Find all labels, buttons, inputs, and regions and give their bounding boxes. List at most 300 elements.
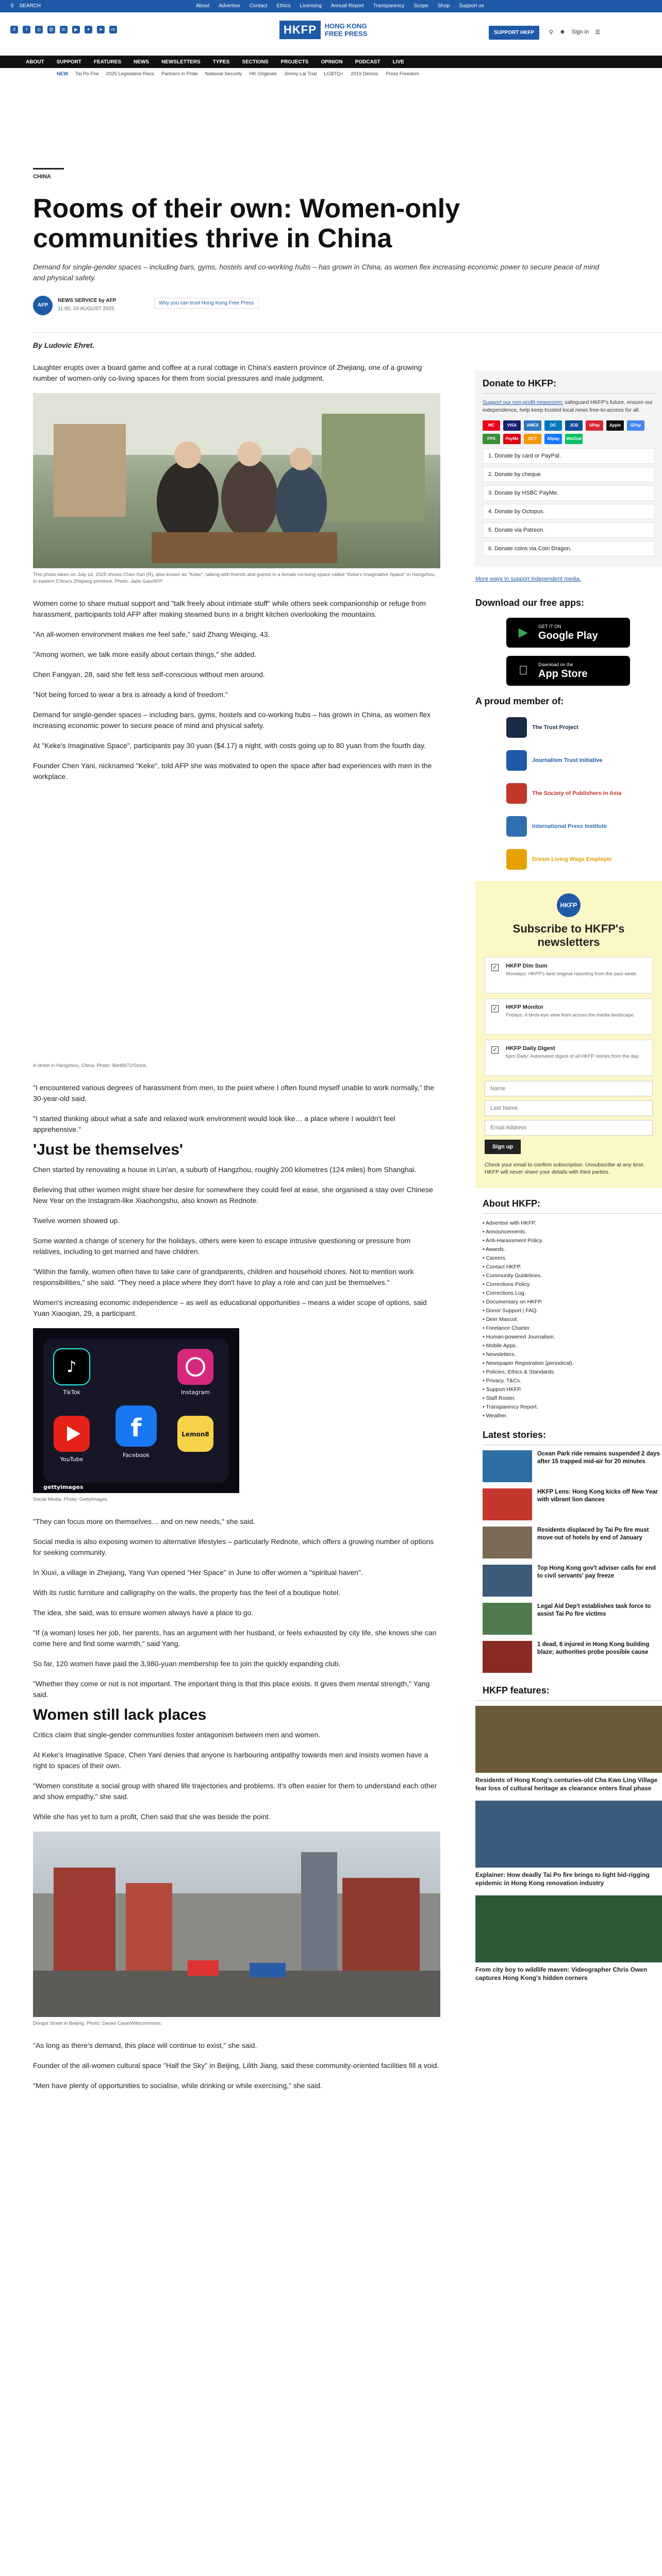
about-widget (475, 1198, 662, 1420)
paragraph: "Men have plenty of opportunities to socialise, while drinking or while exercising," she said. (33, 2081, 322, 2090)
member-logo[interactable] (506, 782, 662, 805)
about-link[interactable] (483, 1298, 662, 1307)
linkedin-icon[interactable]: in (60, 26, 68, 33)
paragraph: "If (a woman) loses her job, her parents, has an argument with her husband, or feels exhausted by city life, she knows she can come here and find some warmth," said Yang. (33, 1629, 437, 1648)
feature-story[interactable] (475, 1801, 662, 1887)
newsletter-option[interactable] (485, 957, 653, 993)
about-link-text[interactable]: Anti-Harassment Policy. (486, 1238, 543, 1244)
latest-headline[interactable]: HKFP Lens: Hong Kong kicks off New Year with vibrant lion dances (537, 1489, 658, 1503)
photo-caption: This photo taken on July 14, 2025 shows Chen Xan (R), also known as "Keke", talking with friends and guests in a female co-living space called "Keke's Imaginative Space" in Hangzhou, in eastern China's Zhejiang province. Photo: Jade Gao/AFP. (33, 572, 436, 584)
about-link[interactable] (483, 1368, 662, 1377)
latest-headline[interactable]: Ocean Park ride remains suspended 2 days after 15 trapped mid-air for 20 minutes (537, 1451, 660, 1465)
paragraph: In Xiuxi, a village in Zhejiang, Yang Yun opened "Her Space" in June to offer women a "spiritual haven". (33, 1568, 363, 1577)
bullet-icon: • (483, 1264, 486, 1270)
paragraph: The idea, she said, was to ensure women always have a place to go. (33, 1608, 254, 1617)
article-kicker[interactable]: CHINA (33, 168, 64, 180)
about-link-text[interactable]: Awards. (486, 1246, 505, 1252)
paragraph: So far, 120 women have paid the 3,980-yuan membership fee to join the quickly expanding club. (33, 1659, 341, 1668)
paragraph: With its rustic furniture and calligraphy on the walls, the property has the feel of a boutique hotel. (33, 1588, 341, 1597)
search-icon[interactable]: ⚲ (549, 29, 554, 36)
newsletter-logo: HKFP (557, 893, 581, 917)
donate-intro-link[interactable]: Support our non-profit newsroom: (483, 399, 564, 405)
paragraph: Some wanted a change of scenery for the holidays, others were keen to escape intrusive questioning or pressure from relatives, including to get married and have children. (33, 1236, 411, 1256)
photo-hangzhou-street (33, 791, 440, 1059)
app-label-instagram: Instagram (181, 1389, 210, 1396)
telegram-icon[interactable]: ➤ (97, 26, 105, 33)
latest-story[interactable] (483, 1641, 662, 1673)
apps-title: Download our free apps: (475, 598, 585, 608)
about-link-text[interactable]: Careers. (486, 1255, 507, 1261)
app-store-small: Download on the (538, 662, 573, 667)
nav-item-podcast[interactable]: PODCAST (355, 59, 380, 65)
member-icon (506, 783, 527, 804)
photo-caption: A street in Hangzhou, China. Photo: Bert8472/Stock. (33, 1063, 147, 1069)
google-play-small: GET IT ON (538, 624, 561, 629)
bullet-icon: • (483, 1316, 486, 1323)
paragraph: Laughter erupts over a board game and coffee at a rural cottage in China's eastern province of Zhejiang, one of a growing number of women-only co-living spaces for them from social pressures and male judgment. (33, 363, 422, 382)
top-link-advertise[interactable]: Advertise (219, 3, 240, 9)
instagram-icon[interactable]: ◎ (35, 26, 43, 33)
article-title: Rooms of their own: Women-only communities thrive in China (33, 194, 460, 253)
quote: "I encountered various degrees of harassment from men, to the point where I often found myself unable to work normally," the 30-year-old said. (33, 1083, 434, 1103)
latest-story[interactable] (483, 1565, 662, 1597)
photo-caption: Social Media. Photo: GettyImages. (33, 1497, 109, 1502)
about-link-text[interactable]: Newspaper Registration (periodical). (486, 1360, 574, 1366)
main-nav-items (26, 59, 404, 65)
nav-item-news[interactable]: NEWS (134, 59, 150, 65)
logo-box: HKFP (279, 21, 321, 39)
member-icon (506, 849, 527, 870)
nav-item-support[interactable]: SUPPORT (56, 59, 81, 65)
paragraph: "An all-women environment makes me feel safe," said Zhang Weiqing, 43. (33, 630, 270, 638)
nav-item-projects[interactable]: PROJECTS (280, 59, 309, 65)
about-link-text[interactable]: Announcements. (486, 1229, 526, 1235)
payment-icon: VISA (503, 420, 521, 431)
mastodon-icon[interactable]: m (109, 26, 117, 33)
svg-text:f: f (130, 1414, 142, 1443)
member-name: The Trust Project (532, 724, 578, 731)
latest-headline[interactable]: Legal Aid Dep't establishes task force to assist Tai Po fire victims (537, 1603, 651, 1617)
top-search[interactable] (10, 3, 41, 9)
photo-scene (33, 393, 440, 568)
about-link-text[interactable]: Human-powered Journalism. (486, 1334, 555, 1340)
section-heading: Women still lack places (33, 1706, 207, 1723)
about-link[interactable] (483, 1289, 662, 1298)
app-label-youtube: YouTube (60, 1456, 84, 1463)
about-link-text[interactable]: Documentary on HKFP. (486, 1299, 543, 1305)
feature-story[interactable] (475, 1706, 662, 1792)
payment-icon: WeChat (565, 434, 583, 444)
member-logo[interactable] (506, 815, 662, 838)
latest-headline[interactable]: Residents displaced by Tai Po fire must move out of hotels by end of January (537, 1527, 649, 1541)
about-link-text[interactable]: Freelance Charter. (486, 1325, 531, 1331)
photo-caption: Dongsi Street in Beijing. Photo: Daniel Case/Wikicommons. (33, 2021, 162, 2026)
photo-beijing-street (33, 1832, 440, 2017)
member-logo[interactable] (506, 848, 662, 871)
last-name-input[interactable] (485, 1100, 653, 1116)
photo-women-cottage (33, 393, 440, 568)
checkbox[interactable]: ✓ (491, 964, 499, 971)
about-link-text[interactable]: Donor Support | FAQ. (486, 1308, 538, 1314)
about-link[interactable] (483, 1333, 662, 1342)
bluesky-icon[interactable]: ✦ (85, 26, 92, 33)
latest-thumb[interactable] (483, 1527, 532, 1558)
app-store-button[interactable] (506, 656, 630, 686)
donate-option[interactable]: 3. Donate by HSBC PayMe. (483, 485, 655, 501)
payment-icon: DC (544, 420, 562, 431)
paragraph: Believing that other women might share her desire for somewhere they could feel at ease, she organised a stay over Chinese New Year on the Instagram-like Xiaohongshu, also known as Rednote. (33, 1185, 433, 1205)
newsletter-desc: Fridays: A birds-eye view from across the media landscape. (506, 1012, 635, 1018)
newsletter-title: Subscribe to HKFP's newsletters (512, 922, 625, 948)
threads-icon[interactable]: @ (47, 26, 55, 33)
top-link-contact[interactable]: Contact (249, 3, 268, 9)
about-link[interactable] (483, 1342, 662, 1350)
youtube-icon[interactable]: ▶ (72, 26, 80, 33)
nav-item-features[interactable]: FEATURES (93, 59, 122, 65)
article-author: By Ludovic Ehret. (33, 341, 95, 349)
support-hkfp-button[interactable]: SUPPORT HKFP (489, 26, 539, 40)
nav-item-types[interactable]: TYPES (212, 59, 230, 65)
sidebar (475, 371, 662, 1990)
paragraph: Women come to share mutual support and "talk freely about intimate stuff" while others seek companionship or refuge from harassment, participants told AFP after making steamed buns in a bright kitchen overlooking the mountains. (33, 599, 426, 618)
member-title: A proud member of: (475, 696, 564, 706)
trending-link[interactable]: 2019 Demos (351, 71, 378, 77)
top-links (196, 3, 484, 9)
bullet-icon: • (483, 1378, 486, 1384)
app-label-tiktok: TikTok (63, 1389, 80, 1396)
feature-image[interactable] (475, 1895, 662, 1962)
app-label-facebook: Facebook (123, 1452, 150, 1459)
latest-title: Latest stories: (483, 1430, 662, 1445)
header-actions (549, 29, 600, 36)
signin-link[interactable]: Sign in (571, 29, 589, 35)
byline-source[interactable]: NEWS SERVICE by AFP (58, 298, 117, 303)
search-label[interactable]: SEARCH (19, 3, 41, 9)
bullet-icon: • (483, 1255, 486, 1261)
main-nav (0, 56, 662, 68)
donate-option[interactable]: 4. Donate by Octopus. (483, 504, 655, 519)
member-icon (506, 816, 527, 837)
donate-options (483, 448, 655, 556)
about-link[interactable] (483, 1359, 662, 1368)
bullet-icon: • (483, 1404, 486, 1410)
payment-icon: FPS (483, 434, 500, 444)
trending-new-label: NEW (57, 71, 69, 77)
byline-date: 11:00, 24 AUGUST 2025 (58, 306, 114, 312)
newsletter-name: HKFP Dim Sum (506, 963, 548, 969)
newsletter-name: HKFP Monitor (506, 1004, 544, 1010)
trending-items (57, 71, 419, 77)
twitter-icon[interactable]: X (10, 26, 18, 33)
payment-methods (483, 420, 655, 444)
about-link-text[interactable]: Transparency Report. (486, 1404, 538, 1410)
features-list (475, 1706, 662, 1982)
bullet-icon: • (483, 1308, 486, 1314)
bullet-icon: • (483, 1325, 486, 1331)
about-link[interactable] (483, 1245, 662, 1254)
bullet-icon: • (483, 1273, 486, 1279)
newsletter-desc: 6pm Daily: Automated digest of all HKFP stories from the day. (506, 1054, 640, 1059)
about-link[interactable] (483, 1219, 662, 1228)
bullet-icon: • (483, 1290, 486, 1296)
member-icon (506, 717, 527, 738)
paragraph: Chen Fangyan, 28, said she felt less self-conscious without men around. (33, 670, 265, 679)
features-title: HKFP features: (475, 1685, 662, 1701)
top-link-annual-report[interactable]: Annual Report (330, 3, 364, 9)
bullet-icon: • (483, 1238, 486, 1244)
paragraph: "Within the family, women often have to take care of grandparents, children and household chores. Not to mention work responsibilities," she said. "They need a place where they don't have to play a role and can just be themselves." (33, 1267, 414, 1286)
about-link-text[interactable]: Support HKFP. (486, 1386, 522, 1393)
feature-image[interactable] (475, 1801, 662, 1868)
paragraph: At Keke's Imaginative Space, Chen Yani denies that anyone is harbouring antipathy towards men and insists women have a right to spaces of their own. (33, 1751, 428, 1770)
paragraph: Social media is also exposing women to alternative lifestyles – particularly Rednote, which offers a growing number of options for seeking community. (33, 1537, 434, 1556)
paragraph: "Not being forced to wear a bra is already a kind of freedom." (33, 690, 228, 699)
google-play-icon: ▶ (518, 625, 528, 639)
bullet-icon: • (483, 1369, 486, 1375)
checkbox[interactable]: ✓ (491, 1046, 499, 1054)
paragraph: While she has yet to turn a profit, Chen said that she was beside the point. (33, 1812, 271, 1821)
payment-icon: Apple (606, 420, 624, 431)
about-link[interactable] (483, 1385, 662, 1394)
about-link[interactable] (483, 1280, 662, 1289)
member-logo[interactable] (506, 716, 662, 739)
app-label-lemon8: Lemon8 (181, 1431, 209, 1438)
feature-headline[interactable]: From city boy to wildlife maven: Videographer Chris Owen captures Hong Kong's hidden corners (475, 1966, 648, 1981)
donate-widget (475, 371, 662, 567)
latest-list (483, 1450, 662, 1673)
logo-line2: FREE PRESS (324, 30, 368, 38)
member-name: Journalism Trust Initiative (532, 757, 603, 764)
donate-intro-text: safeguard HKFP's future, ensure our independence, help keep trusted local news free-to-access for all. (483, 399, 653, 413)
payment-icon: UPay (586, 420, 603, 431)
about-title: About HKFP: (483, 1198, 662, 1214)
top-link-support-us[interactable]: Support us (459, 3, 484, 9)
paragraph: Women's increasing economic independence – as well as educational opportunities – means a wider scope of options, said Yuan Xiaoqian, 29, a participant. (33, 1298, 427, 1317)
about-link[interactable] (483, 1350, 662, 1359)
donate-option[interactable]: 6. Donate coins via Coin Dragon. (483, 541, 655, 556)
social-icons (10, 26, 117, 33)
nav-item-opinion[interactable]: OPINION (321, 59, 343, 65)
about-link-text[interactable]: Deer Mascot. (486, 1316, 519, 1323)
feature-headline[interactable]: Residents of Hong Kong's centuries-old Cha Kwo Ling Village fear loss of cultural heritage as clearance enters final phase (475, 1776, 658, 1792)
bullet-icon: • (483, 1334, 486, 1340)
member-logo[interactable] (506, 749, 662, 772)
member-name: International Press Institute (532, 823, 607, 829)
about-link[interactable] (483, 1412, 662, 1420)
logo-text (325, 22, 367, 38)
bullet-icon: • (483, 1246, 486, 1252)
top-link-scope[interactable]: Scope (413, 3, 428, 9)
paragraph: "Women constitute a social group with shared life trajectories and problems. It's often easier for them to understand each other and show empathy," she said. (33, 1782, 437, 1801)
donate-option[interactable]: 2. Donate by cheque. (483, 467, 655, 482)
google-play-button[interactable] (506, 618, 630, 648)
about-link[interactable] (483, 1263, 662, 1272)
trending-bar (0, 69, 662, 79)
article-body (33, 340, 440, 2100)
about-link[interactable] (483, 1377, 662, 1385)
latest-thumb[interactable] (483, 1450, 532, 1482)
payment-icon: Alipay (544, 434, 562, 444)
about-link[interactable] (483, 1272, 662, 1280)
apple-icon (516, 663, 531, 679)
paragraph: Critics claim that single-gender communities foster antagonism between men and women. (33, 1731, 321, 1739)
latest-headline[interactable]: Top Hong Kong gov't adviser calls for end to civil servants' pay freeze (537, 1565, 656, 1579)
nav-item-about[interactable]: ABOUT (26, 59, 44, 65)
payment-icon: OCT (524, 434, 541, 444)
trending-link[interactable]: Jimmy Lai Trial (284, 71, 317, 77)
trending-link[interactable]: Partners in Pride (161, 71, 198, 77)
site-logo[interactable] (279, 21, 367, 39)
about-link[interactable] (483, 1236, 662, 1245)
top-utility-bar (0, 0, 662, 12)
bullet-icon: • (483, 1395, 486, 1401)
bullet-icon: • (483, 1220, 486, 1226)
payment-icon: AMEX (524, 420, 541, 431)
top-link-about[interactable]: About (196, 3, 210, 9)
trending-links (75, 71, 419, 77)
about-link-text[interactable]: Privacy, T&Cs. (486, 1378, 522, 1384)
member-icon (506, 750, 527, 771)
bullet-icon: • (483, 1281, 486, 1287)
quote: "I started thinking about what a safe and relaxed work environment would look like… a place where I wouldn't feel apprehensive." (33, 1114, 395, 1133)
donate-more-link[interactable]: More ways to support independent media. (475, 576, 581, 582)
donate-intro (483, 399, 655, 414)
payment-icon: GPay (627, 420, 644, 431)
about-list (483, 1219, 662, 1420)
newsletter-widget (475, 881, 662, 1188)
newsletter-option[interactable] (485, 1040, 653, 1076)
about-link-text[interactable]: Policies, Ethics & Standards. (486, 1369, 555, 1375)
top-link-licensing[interactable]: Licensing (300, 3, 322, 9)
nav-item-newsletters[interactable]: NEWSLETTERS (161, 59, 201, 65)
social-apps-scene (33, 1328, 239, 1493)
feature-image[interactable] (475, 1706, 662, 1773)
paragraph: "As long as there's demand, this place will continue to exist," she said. (33, 2041, 257, 2049)
paragraph: "Whether they come or not is not important. The important thing is that this place exists. It gives them mental strength," Yang said. (33, 1680, 430, 1699)
about-link[interactable] (483, 1324, 662, 1333)
about-link-text[interactable]: Contact HKFP. (486, 1264, 522, 1270)
payment-icon: PayMe (503, 434, 521, 444)
about-link-text[interactable]: Newsletters. (486, 1351, 516, 1358)
trust-link[interactable]: Why you can trust Hong Kong Free Press (154, 298, 259, 309)
about-link-text[interactable]: Corrections Log. (486, 1290, 526, 1296)
email-input[interactable] (485, 1120, 653, 1136)
bullet-icon: • (483, 1299, 486, 1305)
bullet-icon: • (483, 1413, 486, 1419)
newsletter-options (485, 957, 653, 1076)
about-link[interactable] (483, 1254, 662, 1263)
trending-link[interactable]: 2025 Legislative Race (106, 71, 155, 77)
trending-link[interactable]: Press Freedom (385, 71, 419, 77)
about-link[interactable] (483, 1307, 662, 1315)
latest-thumb[interactable] (483, 1641, 532, 1673)
newsletter-desc: Mondays: HKFP's best original reporting from the past week. (506, 971, 638, 977)
paragraph: "Among women, we talk more easily about certain things," she added. (33, 650, 257, 658)
bullet-icon: • (483, 1343, 486, 1349)
about-link-text[interactable]: Advertise with HKFP. (486, 1220, 536, 1226)
about-link[interactable] (483, 1403, 662, 1412)
app-store-big: App Store (538, 668, 588, 680)
facebook-icon[interactable]: f (23, 26, 30, 33)
paragraph: At "Keke's Imaginative Space", participants pay 30 yuan ($4.17) a night, with costs going up to 80 yuan from the fourth day. (33, 741, 426, 750)
about-link[interactable] (483, 1228, 662, 1236)
newsletter-name: HKFP Daily Digest (506, 1045, 555, 1052)
bullet-icon: • (483, 1360, 486, 1366)
about-link-text[interactable]: Weather. (486, 1413, 508, 1419)
latest-thumb[interactable] (483, 1565, 532, 1597)
paragraph: Chen started by renovating a house in Lin'an, a suburb of Hangzhou, roughly 200 kilometres (124 miles) from Shanghai. (33, 1165, 417, 1174)
feature-headline[interactable]: Explainer: How deadly Tai Po fire brings to light bid-rigging epidemic in Hong Kong renovation industry (475, 1871, 650, 1887)
paragraph: Founder Chen Yani, nicknamed "Keke", told AFP she was motivated to open the space after bad experiences with men in the workplace. (33, 761, 432, 781)
member-name: The Society of Publishers in Asia (532, 790, 622, 796)
donate-option[interactable]: 1. Donate by card or PayPal. (483, 448, 655, 464)
top-link-shop[interactable]: Shop (437, 3, 450, 9)
top-link-ethics[interactable]: Ethics (276, 3, 291, 9)
member-list (475, 716, 662, 871)
paragraph: Founder of the all-women cultural space "Half the Sky" in Beijing, Lilith Jiang, said these community-oriented facilities fill a void. (33, 2061, 439, 2070)
photo-social-media-apps (33, 1328, 239, 1493)
about-link-text[interactable]: Staff Roster. (486, 1395, 516, 1401)
paragraph: "They can focus more on themselves… and on new needs," she said. (33, 1517, 255, 1526)
member-name: Dream Living Wage Employer (532, 856, 612, 862)
search-icon[interactable]: ⚲ (10, 3, 14, 9)
trending-link[interactable]: HK Originals (249, 71, 277, 77)
payment-icon: MC (483, 420, 500, 431)
latest-story[interactable] (483, 1603, 662, 1635)
about-link-text[interactable]: Community Guidelines. (486, 1273, 542, 1279)
trending-link[interactable]: National Security (205, 71, 242, 77)
user-icon[interactable]: ☻ (559, 29, 566, 35)
menu-icon[interactable]: ☰ (595, 29, 601, 36)
trending-link[interactable]: Tai Po Fire (75, 71, 99, 77)
nav-item-live[interactable]: LIVE (392, 59, 404, 65)
afp-logo: AFP (33, 296, 53, 315)
about-link-text[interactable]: Corrections Policy. (486, 1281, 531, 1287)
bullet-icon: • (483, 1351, 486, 1358)
latest-widget (475, 1430, 662, 1673)
top-link-transparency[interactable]: Transparency (373, 3, 405, 9)
about-link[interactable] (483, 1315, 662, 1324)
about-link-text[interactable]: Mobile Apps. (486, 1343, 517, 1349)
site-header (0, 12, 662, 56)
signup-button[interactable]: Sign up (485, 1140, 521, 1154)
beijing-street-scene (33, 1832, 440, 2017)
latest-story[interactable] (483, 1488, 662, 1520)
section-heading: 'Just be themselves' (33, 1141, 184, 1158)
trending-link[interactable]: LGBTQ+ (324, 71, 344, 77)
name-input[interactable] (485, 1081, 653, 1096)
latest-thumb[interactable] (483, 1603, 532, 1635)
latest-thumb[interactable] (483, 1488, 532, 1520)
bullet-icon: • (483, 1229, 486, 1235)
bullet-icon: • (483, 1386, 486, 1393)
latest-headline[interactable]: 1 dead, 8 injured in Hong Kong building blaze; authorities probe possible cause (537, 1641, 650, 1655)
newsletter-option[interactable] (485, 998, 653, 1035)
nav-item-sections[interactable]: SECTIONS (242, 59, 269, 65)
getty-watermark: gettyimages (43, 1484, 84, 1490)
about-link[interactable] (483, 1394, 662, 1403)
newsletter-note: Check your email to confirm subscription. Unsubscribe at any time. HKFP will never share your details with third parties. (485, 1162, 645, 1175)
paragraph: Twelve women showed up. (33, 1216, 120, 1225)
latest-story[interactable] (483, 1527, 662, 1558)
feature-story[interactable] (475, 1895, 662, 1982)
google-play-big: Google Play (538, 630, 598, 641)
latest-story[interactable] (483, 1450, 662, 1482)
paragraph: Demand for single-gender spaces – including bars, gyms, hostels and co-working hubs – has grown in China, as women flex increasing economic power to secure peace of mind and physical safety. (33, 710, 431, 730)
article-byline (33, 296, 476, 316)
checkbox[interactable]: ✓ (491, 1005, 499, 1012)
donate-option[interactable]: 5. Donate via Patreon. (483, 522, 655, 538)
